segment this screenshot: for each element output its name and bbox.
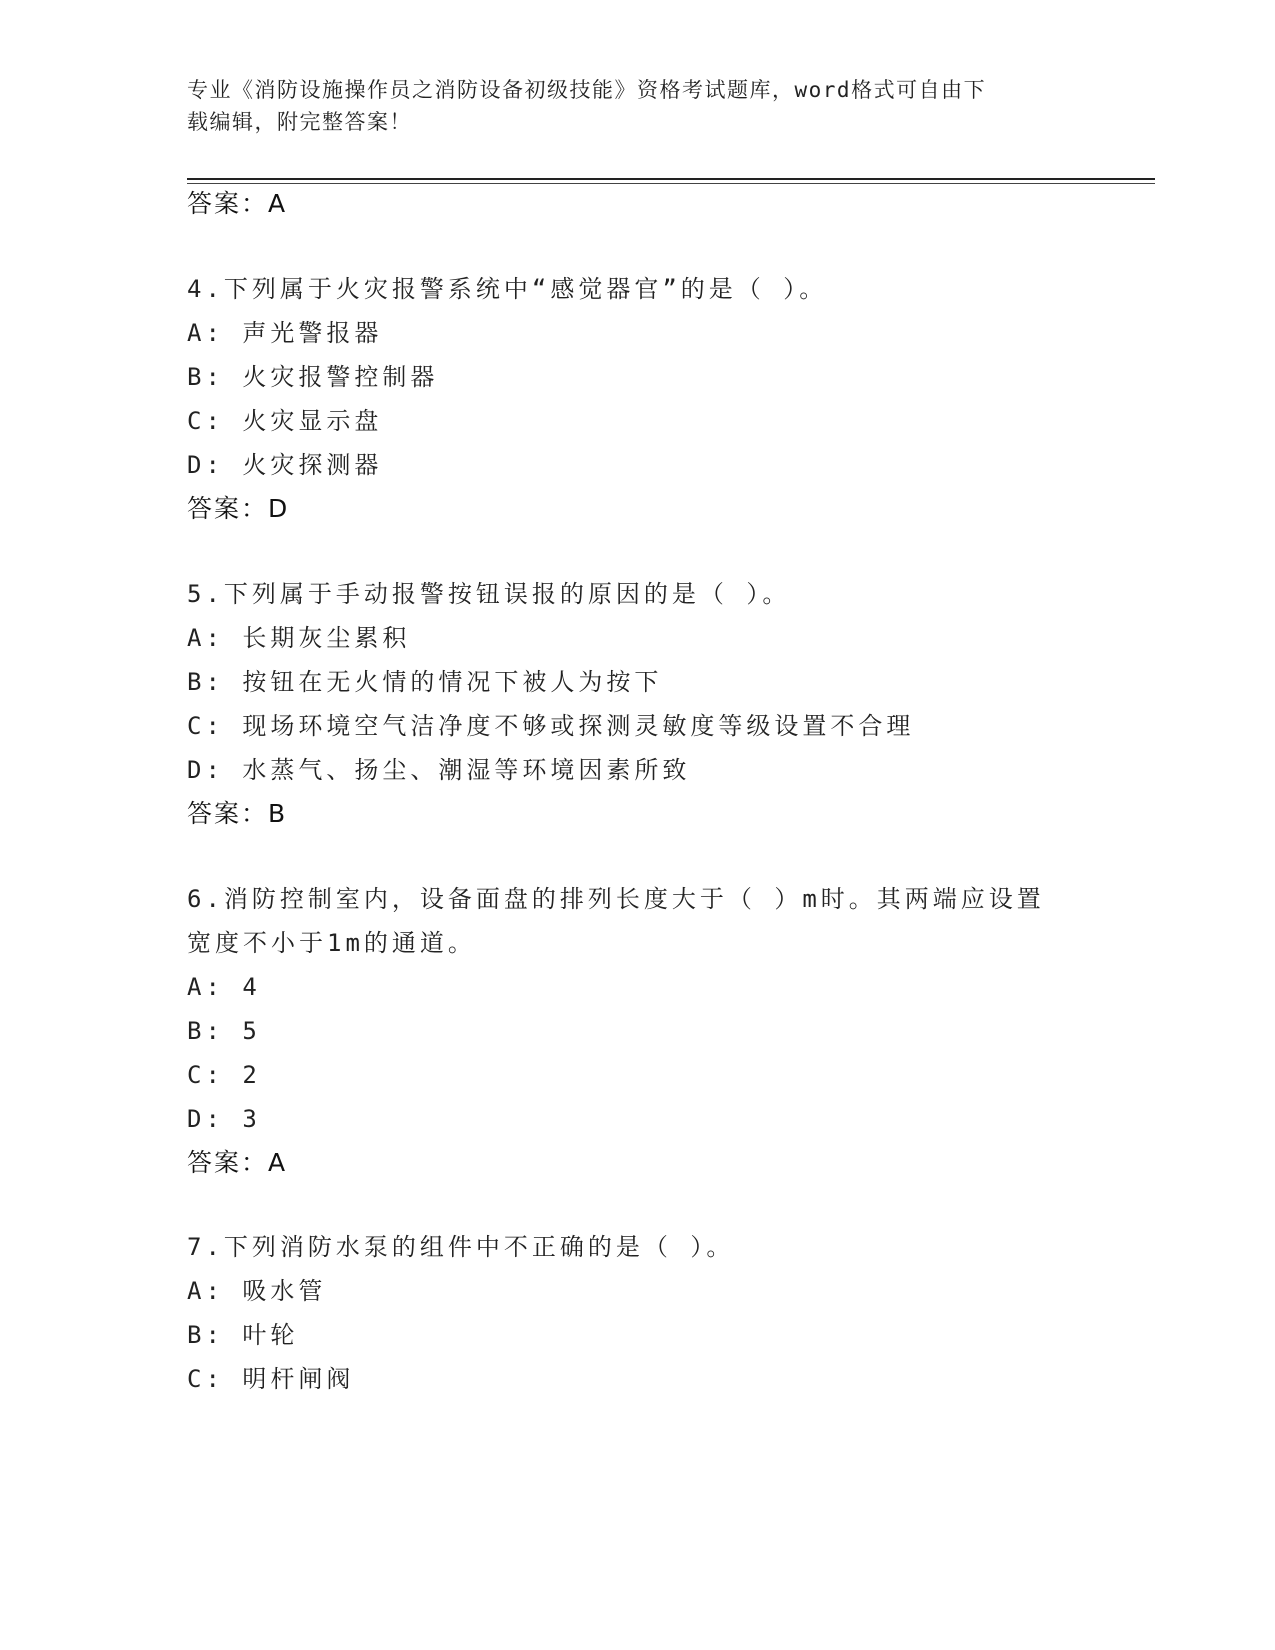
header-line-2: 载编辑，附完整答案！: [187, 110, 412, 134]
question-4-option-d: D: 火灾探测器: [187, 451, 383, 479]
question-5-option-c: C: 现场环境空气洁净度不够或探测灵敏度等级设置不合理: [187, 712, 915, 740]
question-4-option-c: C: 火灾显示盘: [187, 407, 383, 435]
header-divider-thin: [187, 183, 1155, 184]
question-7-option-b: B: 叶轮: [187, 1321, 299, 1349]
question-5-option-b: B: 按钮在无火情的情况下被人为按下: [187, 668, 663, 696]
question-6-option-a: A: 4: [187, 973, 261, 1001]
question-5-option-a: A: 长期灰尘累积: [187, 624, 411, 652]
question-5-stem: 5.下列属于手动报警按钮误报的原因的是（ ）。: [187, 580, 791, 608]
question-6-stem-line-1: 6.消防控制室内，设备面盘的排列长度大于（ ）m时。其两端应设置: [187, 885, 1045, 913]
question-4-option-b: B: 火灾报警控制器: [187, 363, 439, 391]
question-6-option-c: C: 2: [187, 1061, 261, 1089]
question-7-option-a: A: 吸水管: [187, 1277, 327, 1305]
question-5-option-d: D: 水蒸气、扬尘、潮湿等环境因素所致: [187, 756, 691, 784]
document-header: [187, 74, 1067, 138]
answer-q6: 答案：A: [187, 1148, 288, 1177]
question-6-option-b: B: 5: [187, 1017, 261, 1045]
answer-q5: 答案：B: [187, 799, 288, 828]
question-7-stem: 7.下列消防水泵的组件中不正确的是（ ）。: [187, 1233, 735, 1261]
answer-q3: 答案：A: [187, 189, 288, 218]
header-divider-thick: [187, 178, 1155, 180]
question-7-option-c: C: 明杆闸阀: [187, 1365, 355, 1393]
question-4-stem: 4.下列属于火灾报警系统中“感觉器官”的是（ ）。: [187, 275, 828, 303]
question-6-stem-line-2: 宽度不小于1m的通道。: [187, 929, 476, 957]
question-4-option-a: A: 声光警报器: [187, 319, 383, 347]
answer-q4: 答案：D: [187, 494, 290, 523]
header-line-1: 专业《消防设施操作员之消防设备初级技能》资格考试题库，word格式可自由下: [187, 78, 987, 102]
question-6-option-d: D: 3: [187, 1105, 261, 1133]
